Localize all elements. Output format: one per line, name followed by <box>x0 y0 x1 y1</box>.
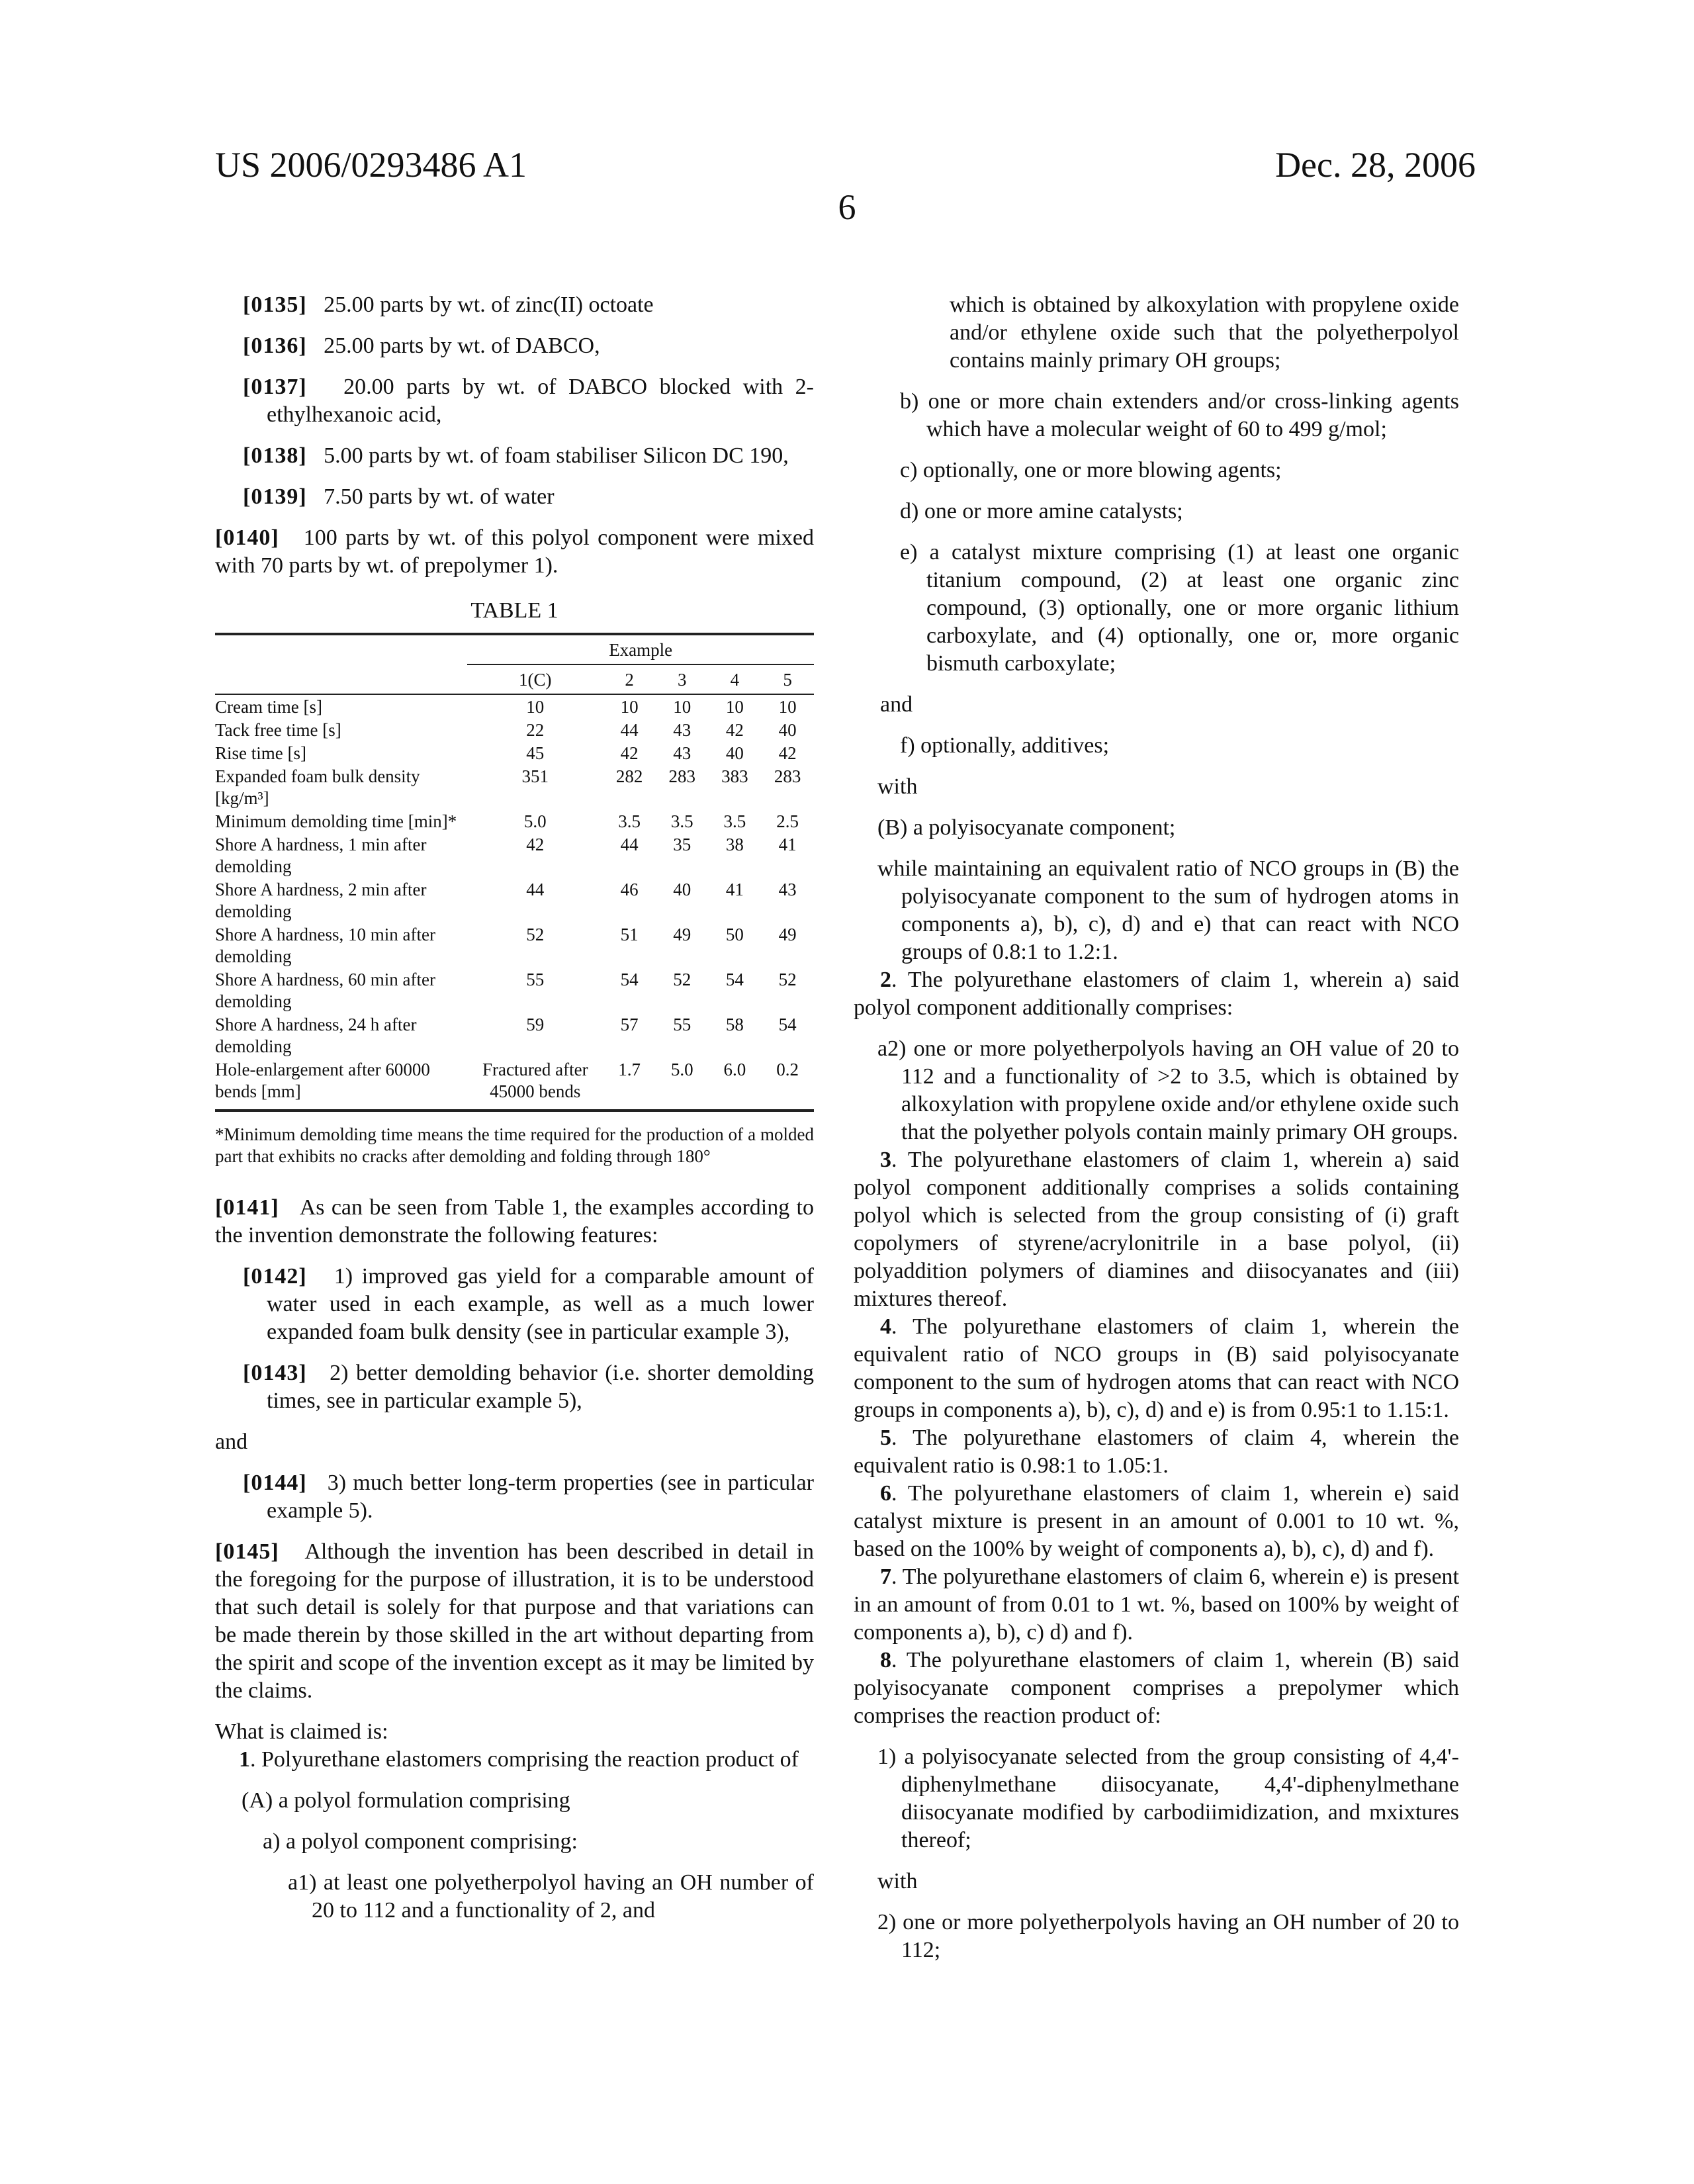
paragraph-text: Although the invention has been described in detail in the foregoing for the purpose of illustration, it is to be understood that such detail is solely for that purpose and that variations can be made therein by those skilled in the art without departing from the spirit and scope of the invention except as it may be limited by the claims. <box>215 1539 814 1703</box>
table-cell: 35 <box>656 833 709 878</box>
table-cell: 10 <box>603 694 656 718</box>
paragraph-number: [0137] <box>243 375 307 399</box>
right-column <box>854 291 1459 1978</box>
table-cell: 41 <box>709 878 762 923</box>
row-label: Shore A hardness, 24 h after demolding <box>215 1013 467 1058</box>
table-cell: 282 <box>603 764 656 809</box>
table-cell: 51 <box>603 923 656 968</box>
row-label: Shore A hardness, 1 min after demolding <box>215 833 467 878</box>
paragraph-text: 7.50 parts by wt. of water <box>324 484 554 509</box>
table-cell: 42 <box>603 741 656 764</box>
results-table <box>215 635 814 1109</box>
table-row <box>215 764 814 809</box>
conjunction-with: with <box>854 1868 1459 1895</box>
paragraph-0145 <box>215 1538 814 1705</box>
table-cell: 52 <box>656 968 709 1013</box>
claim-4 <box>854 1313 1459 1424</box>
claim-text: . The polyurethane elastomers of claim 4, wherein the equivalent ratio is 0.98:1 to 1.05:1. <box>854 1426 1459 1478</box>
table-cell: 41 <box>761 833 814 878</box>
paragraph-0139 <box>215 483 814 511</box>
claim-3 <box>854 1146 1459 1313</box>
claim-1-part-c: c) optionally, one or more blowing agents; <box>854 457 1459 484</box>
table-cell: 42 <box>761 741 814 764</box>
table-cell: 6.0 <box>709 1058 762 1109</box>
table-cell: 22 <box>467 718 603 741</box>
claim-8-part-2: 2) one or more polyetherpolyols having an OH number of 20 to 112; <box>854 1909 1459 1964</box>
table-cell: 2.5 <box>761 809 814 833</box>
claim-1-part-d: d) one or more amine catalysts; <box>854 498 1459 525</box>
paragraph-text: As can be seen from Table 1, the examples according to the invention demonstrate the following features: <box>215 1195 814 1248</box>
table-cell: 283 <box>656 764 709 809</box>
table-bottom-rule <box>215 1109 814 1112</box>
claims-intro: What is claimed is: <box>215 1718 814 1746</box>
paragraph-number: [0136] <box>243 334 307 358</box>
table-cell: 55 <box>467 968 603 1013</box>
claim-1-part-f: f) optionally, additives; <box>854 732 1459 760</box>
table-cell: 44 <box>603 718 656 741</box>
conjunction-and: and <box>215 1428 814 1456</box>
patent-number: US 2006/0293486 A1 <box>215 144 527 185</box>
paragraph-number: [0135] <box>243 293 307 317</box>
row-label: Expanded foam bulk density [kg/m³] <box>215 764 467 809</box>
conjunction-with: with <box>854 773 1459 801</box>
claim-1 <box>215 1746 814 1774</box>
claim-text: . The polyurethane elastomers of claim 1, wherein (B) said polyisocyanate component comprises a prepolymer which comprises the reaction product of: <box>854 1648 1459 1728</box>
table-cell: 10 <box>656 694 709 718</box>
claim-1-part-e: e) a catalyst mixture comprising (1) at least one organic titanium compound, (2) at least one organic zinc compound, (3) optionally, one or more organic lithium carboxylate, and (4) optionally, one or, more organic bismuth carboxylate; <box>854 539 1459 678</box>
paragraph-text: 1) improved gas yield for a comparable amount of water used in each example, as well as a much lower expanded foam bulk density (see in particular example 3), <box>267 1264 814 1344</box>
table-cell: 44 <box>603 833 656 878</box>
table-title: TABLE 1 <box>215 597 814 625</box>
column-header: 1(C) <box>467 664 603 694</box>
page-number: 6 <box>0 187 1694 228</box>
row-label: Hole-enlargement after 60000 bends [mm] <box>215 1058 467 1109</box>
claim-number: 8 <box>880 1648 891 1672</box>
row-label: Cream time [s] <box>215 694 467 718</box>
paragraph-0135 <box>215 291 814 319</box>
table-row <box>215 809 814 833</box>
publication-date: Dec. 28, 2006 <box>1275 144 1476 185</box>
paragraph-number: [0138] <box>243 443 307 468</box>
paragraph-0137 <box>215 373 814 429</box>
claim-7 <box>854 1563 1459 1647</box>
claim-number: 2 <box>880 968 891 992</box>
claim-text: . The polyurethane elastomers of claim 6, wherein e) is present in an amount of from 0.01 to 1 wt. %, based on 100% by weight of components a), b), c) d) and f). <box>854 1565 1459 1645</box>
row-label: Shore A hardness, 10 min after demolding <box>215 923 467 968</box>
table-cell: 3.5 <box>709 809 762 833</box>
claim-text: . Polyurethane elastomers comprising the reaction product of <box>250 1747 799 1772</box>
paragraph-text: 2) better demolding behavior (i.e. shorter demolding times, see in particular example 5), <box>267 1361 814 1413</box>
table-cell: 55 <box>656 1013 709 1058</box>
claim-2 <box>854 966 1459 1022</box>
table-cell: 59 <box>467 1013 603 1058</box>
table-cell: 52 <box>761 968 814 1013</box>
table-cell: 58 <box>709 1013 762 1058</box>
paragraph-text: 25.00 parts by wt. of DABCO, <box>324 334 600 358</box>
paragraph-0140 <box>215 524 814 580</box>
claim-5 <box>854 1424 1459 1480</box>
paragraph-0141 <box>215 1194 814 1250</box>
paragraph-number: [0145] <box>215 1539 279 1564</box>
claim-1-part-A: (A) a polyol formulation comprising <box>215 1787 814 1815</box>
table-cell: 3.5 <box>656 809 709 833</box>
claim-6 <box>854 1480 1459 1563</box>
row-label: Minimum demolding time [min]* <box>215 809 467 833</box>
paragraph-number: [0141] <box>215 1195 279 1220</box>
table-cell: 40 <box>761 718 814 741</box>
paragraph-0142 <box>215 1263 814 1346</box>
claim-2-part-a2: a2) one or more polyetherpolyols having an OH value of 20 to 112 and a functionality of >2 to 3.5, which is obtained by alkoxylation with propylene oxide and/or ethylene oxide such that the polyether polyols contain mainly primary OH groups. <box>854 1035 1459 1146</box>
paragraph-text: 5.00 parts by wt. of foam stabiliser Silicon DC 190, <box>324 443 789 468</box>
claim-number: 3 <box>880 1148 891 1172</box>
table-row <box>215 741 814 764</box>
claim-text: . The polyurethane elastomers of claim 1, wherein e) said catalyst mixture is present in an amount of 0.001 to 10 wt. %, based on the 100% by weight of components a), b), c), d) and f). <box>854 1481 1459 1561</box>
paragraph-number: [0140] <box>215 525 279 550</box>
table-cell: 57 <box>603 1013 656 1058</box>
table-cell: 43 <box>656 741 709 764</box>
table-row <box>215 923 814 968</box>
claim-number: 5 <box>880 1426 891 1450</box>
table-cell: 1.7 <box>603 1058 656 1109</box>
table-cell: 54 <box>761 1013 814 1058</box>
table-cell: 54 <box>603 968 656 1013</box>
table-cell: 5.0 <box>656 1058 709 1109</box>
claim-8 <box>854 1647 1459 1730</box>
table-cell: 5.0 <box>467 809 603 833</box>
claim-text: . The polyurethane elastomers of claim 1, wherein a) said polyol component additionally comprises a solids containing polyol which is selected from the group consisting of (i) graft copolymers of styrene/acrylonitrile in a base polyol, (ii) polyaddition polymers of diamines and diisocyanates and (iii) mixtures thereof. <box>854 1148 1459 1311</box>
table-cell: 54 <box>709 968 762 1013</box>
column-header: 4 <box>709 664 762 694</box>
table-cell: 10 <box>761 694 814 718</box>
claim-1-part-a1-continued: which is obtained by alkoxylation with propylene oxide and/or ethylene oxide such that the polyetherpolyol contains mainly primary OH groups; <box>854 291 1459 375</box>
row-label: Shore A hardness, 60 min after demolding <box>215 968 467 1013</box>
table-cell: 283 <box>761 764 814 809</box>
table-cell: 40 <box>709 741 762 764</box>
table-row <box>215 1058 814 1109</box>
paragraph-0136 <box>215 332 814 360</box>
paragraph-number: [0144] <box>243 1471 307 1495</box>
table-cell: 40 <box>656 878 709 923</box>
table-cell: Fractured after 45000 bends <box>467 1058 603 1109</box>
claim-number: 4 <box>880 1314 891 1339</box>
paragraph-number: [0143] <box>243 1361 307 1385</box>
paragraph-0138 <box>215 442 814 470</box>
row-label: Tack free time [s] <box>215 718 467 741</box>
claim-1-part-a: a) a polyol component comprising: <box>215 1828 814 1856</box>
claim-text: . The polyurethane elastomers of claim 1, wherein a) said polyol component additionally comprises: <box>854 968 1459 1020</box>
conjunction-and: and <box>854 691 1459 719</box>
claim-text: . The polyurethane elastomers of claim 1, wherein the equivalent ratio of NCO groups in (B) said polyisocyanate component to the sum of hydrogen atoms that can react with NCO groups in components a), b), c), d) and e) is from 0.95:1 to 1.15:1. <box>854 1314 1459 1422</box>
table-cell: 52 <box>467 923 603 968</box>
table-cell: 0.2 <box>761 1058 814 1109</box>
table-cell: 49 <box>656 923 709 968</box>
claim-number: 1 <box>239 1747 250 1772</box>
claim-number: 7 <box>880 1565 891 1589</box>
claim-1-part-B: (B) a polyisocyanate component; <box>854 814 1459 842</box>
table-cell: 351 <box>467 764 603 809</box>
column-header: 3 <box>656 664 709 694</box>
table-cell: 46 <box>603 878 656 923</box>
row-label: Rise time [s] <box>215 741 467 764</box>
table-row <box>215 1013 814 1058</box>
left-column <box>215 291 814 1938</box>
table-cell: 49 <box>761 923 814 968</box>
table-cell: 42 <box>467 833 603 878</box>
column-header: 5 <box>761 664 814 694</box>
table-row <box>215 968 814 1013</box>
table-cell: 10 <box>709 694 762 718</box>
table-cell: 38 <box>709 833 762 878</box>
table-cell: 44 <box>467 878 603 923</box>
table-cell: 50 <box>709 923 762 968</box>
table-cell: 3.5 <box>603 809 656 833</box>
column-header: 2 <box>603 664 656 694</box>
paragraph-number: [0139] <box>243 484 307 509</box>
claim-1-ratio: while maintaining an equivalent ratio of NCO groups in (B) the polyisocyanate component to the sum of hydrogen atoms in components a), b), c), d) and e) that can react with NCO groups of 0.8:1 to 1.2:1. <box>854 855 1459 966</box>
table-cell: 10 <box>467 694 603 718</box>
claim-1-part-a1: a1) at least one polyetherpolyol having an OH number of 20 to 112 and a functionality of 2, and <box>215 1869 814 1925</box>
table-cell: 43 <box>761 878 814 923</box>
paragraph-text: 100 parts by wt. of this polyol component were mixed with 70 parts by wt. of prepolymer 1). <box>215 525 814 578</box>
claim-number: 6 <box>880 1481 891 1506</box>
paragraph-0144 <box>215 1469 814 1525</box>
table-group-header: Example <box>467 635 814 664</box>
paragraph-number: [0142] <box>243 1264 307 1289</box>
claim-8-part-1: 1) a polyisocyanate selected from the group consisting of 4,4'-diphenylmethane diisocyanate, 4,4'-diphenylmethane diisocyanate modified by carbodiimidization, and mxixtures thereof; <box>854 1743 1459 1854</box>
table-footnote: *Minimum demolding time means the time required for the production of a molded part that exhibits no cracks after demolding and folding through 180° <box>215 1124 814 1167</box>
paragraph-text: 3) much better long-term properties (see in particular example 5). <box>267 1471 814 1523</box>
paragraph-0143 <box>215 1359 814 1415</box>
table-cell: 383 <box>709 764 762 809</box>
table-row <box>215 833 814 878</box>
paragraph-text: 25.00 parts by wt. of zinc(II) octoate <box>324 293 654 317</box>
table-cell: 42 <box>709 718 762 741</box>
row-label: Shore A hardness, 2 min after demolding <box>215 878 467 923</box>
table-cell: 43 <box>656 718 709 741</box>
table-row <box>215 718 814 741</box>
table-row <box>215 878 814 923</box>
claim-1-part-b: b) one or more chain extenders and/or cross-linking agents which have a molecular weight of 60 to 499 g/mol; <box>854 388 1459 443</box>
paragraph-text: 20.00 parts by wt. of DABCO blocked with 2-ethylhexanoic acid, <box>267 375 814 427</box>
table-cell: 45 <box>467 741 603 764</box>
table-row <box>215 694 814 718</box>
